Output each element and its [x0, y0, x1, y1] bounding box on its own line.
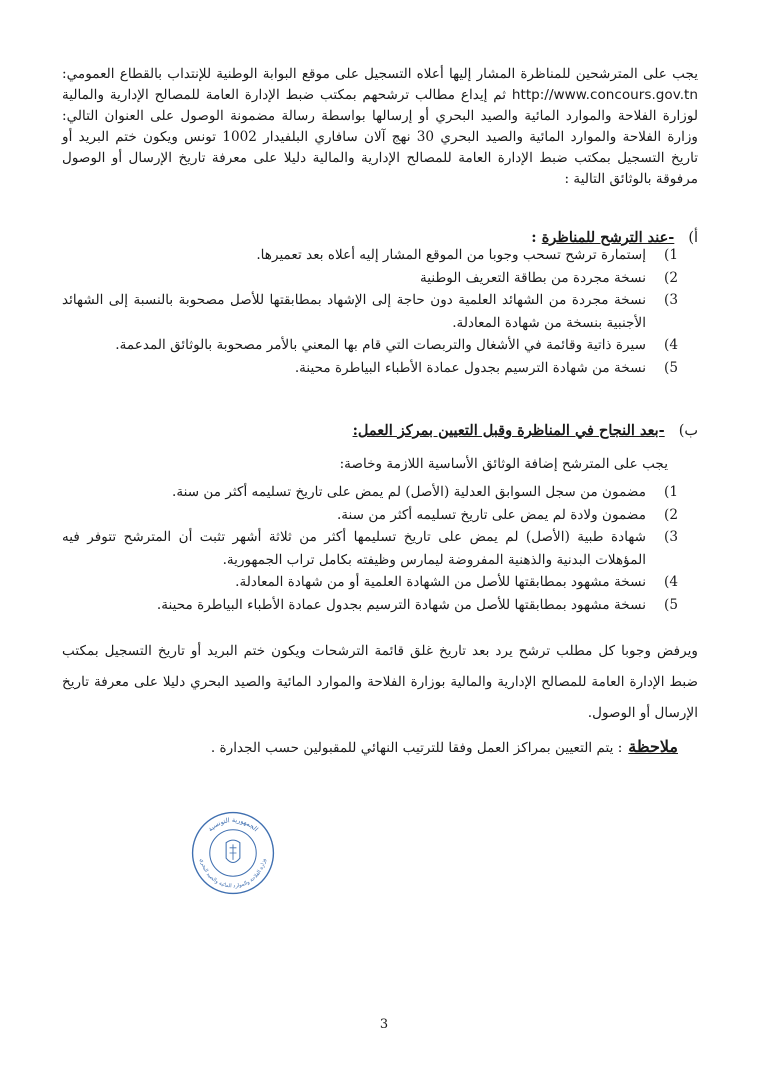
list-item-text: نسخة من شهادة الترسيم بجدول عمادة الأطباء البياطرة محينة.: [294, 359, 646, 376]
list-item-number: 4): [664, 574, 678, 590]
closing-paragraph: ويرفض وجوبا كل مطلب ترشح يرد بعد تاريخ غلق قائمة الترشحات ويكون ختم البريد أو تاريخ التسجيل بمكتب ضبط الإدارة العامة للمصالح الإدارية والمالية بوزارة الفلاحة والموارد المائية والصيد البحري دليلا على معرفة تاريخ الإرسال أو الوصول.: [62, 643, 698, 721]
list-item-number: 1): [664, 247, 678, 263]
section-a-colon: :: [531, 229, 537, 246]
list-item-number: 5): [664, 359, 678, 376]
section-a-letter: أ): [688, 230, 698, 246]
section-b-title: -بعد النجاح في المناظرة وقبل التعيين بمركز العمل:: [352, 422, 665, 439]
list-item-number: 2): [664, 506, 678, 523]
intro-text-part2: ثم إيداع مطالب ترشحهم بمكتب ضبط الإدارة العامة للمصالح الإدارية والمالية لوزارة الفلاحة والموارد المائية والصيد البحري أو إرسالها بواسطة رسالة مضمونة الوصول على العنوان التالي: وزارة الفلاحة والموارد المائية والصيد البحري 30 نهج آلان سافاري البلفيدار 1002 تونس ويكون ختم البريد أو تاريخ التسجيل بمكتب ضبط الإدارة العامة للمصالح الإدارية والمالية دليلا على معرفة تاريخ الإرسال أو الوصول مرفوقة بالوثائق التالية :: [62, 87, 698, 187]
intro-paragraph: [62, 64, 698, 190]
list-item: [62, 526, 678, 571]
stamp-top-text: الجمهورية التونسية: [206, 816, 260, 834]
official-stamp: [190, 810, 276, 896]
list-item-text: نسخة مجردة من الشهائد العلمية دون حاجة إلى الإشهاد بمطابقتها للأصل مصحوبة بالنسبة إلى الشهائد الأجنبية بنسخة من شهادة المعادلة.: [62, 292, 646, 331]
list-item-number: 3): [664, 292, 678, 308]
list-item-number: 4): [664, 337, 678, 353]
stamp-emblem-detail-icon: [230, 844, 237, 859]
list-item: [62, 571, 678, 594]
intro-text-part1: يجب على المترشحين للمناظرة المشار إليها أعلاه التسجيل على موقع البوابة الوطنية للإنتداب بالقطاع العمومي:: [62, 66, 698, 82]
list-item: [62, 357, 678, 380]
note-label: ملاحظة: [628, 737, 678, 756]
list-item: [62, 594, 678, 617]
list-item: [62, 244, 678, 267]
list-item: [62, 481, 678, 504]
note-text: : يتم التعيين بمراكز العمل وفقا للترتيب النهائي للمقبولين حسب الجدارة .: [210, 740, 623, 756]
section-b-letter: ب): [678, 423, 698, 439]
section-b-list: [62, 481, 678, 616]
section-a-title: -عند الترشح للمناظرة: [541, 229, 675, 246]
list-item-text: شهادة طبية (الأصل) لم يمض على تاريخ تسليمها أكثر من ثلاثة أشهر تثبت أن المترشح تتوفر فيه المؤهلات البدنية والذهنية المفروضة ليمارس وظيفته بكامل تراب الجمهورية.: [62, 529, 646, 568]
list-item-text: نسخة مجردة من بطاقة التعريف الوطنية: [420, 269, 646, 286]
note: [211, 737, 678, 756]
list-item-number: 1): [664, 484, 678, 500]
list-item-number: 2): [664, 269, 678, 286]
page-number: 3: [379, 1017, 389, 1032]
section-b-heading: [353, 422, 698, 439]
section-a-list: [62, 244, 678, 379]
list-item-text: نسخة مشهود بمطابقتها للأصل من شهادة الترسيم بجدول عمادة الأطباء البياطرة محينة.: [156, 596, 646, 613]
list-item: [62, 334, 678, 357]
list-item-text: مضمون ولادة لم يمض على تاريخ تسليمه أكثر من سنة.: [336, 506, 646, 523]
list-item-text: نسخة مشهود بمطابقتها للأصل من الشهادة العلمية أو من شهادة المعادلة.: [235, 574, 646, 590]
list-item: [62, 267, 678, 290]
list-item: [62, 504, 678, 527]
portal-url: http://www.concours.gov.tn: [511, 87, 698, 103]
stamp-bottom-text: وزارة الفلاحة والموارد المائية والصيد البحري: [198, 858, 268, 890]
section-b-lead: يجب على المترشح إضافة الوثائق الأساسية اللازمة وخاصة:: [339, 456, 668, 472]
list-item-text: إستمارة ترشح تسحب وجوبا من الموقع المشار إليه أعلاه بعد تعميرها.: [256, 247, 646, 263]
list-item-number: 5): [664, 596, 678, 613]
list-item-text: مضمون من سجل السوابق العدلية (الأصل) لم يمض على تاريخ تسليمه أكثر من سنة.: [172, 484, 646, 500]
list-item-number: 3): [664, 529, 678, 545]
list-item-text: سيرة ذاتية وقائمة في الأشغال والتربصات التي قام بها المعني بالأمر مصحوبة بالوثائق المدعمة.: [115, 337, 646, 353]
list-item: [62, 289, 678, 334]
